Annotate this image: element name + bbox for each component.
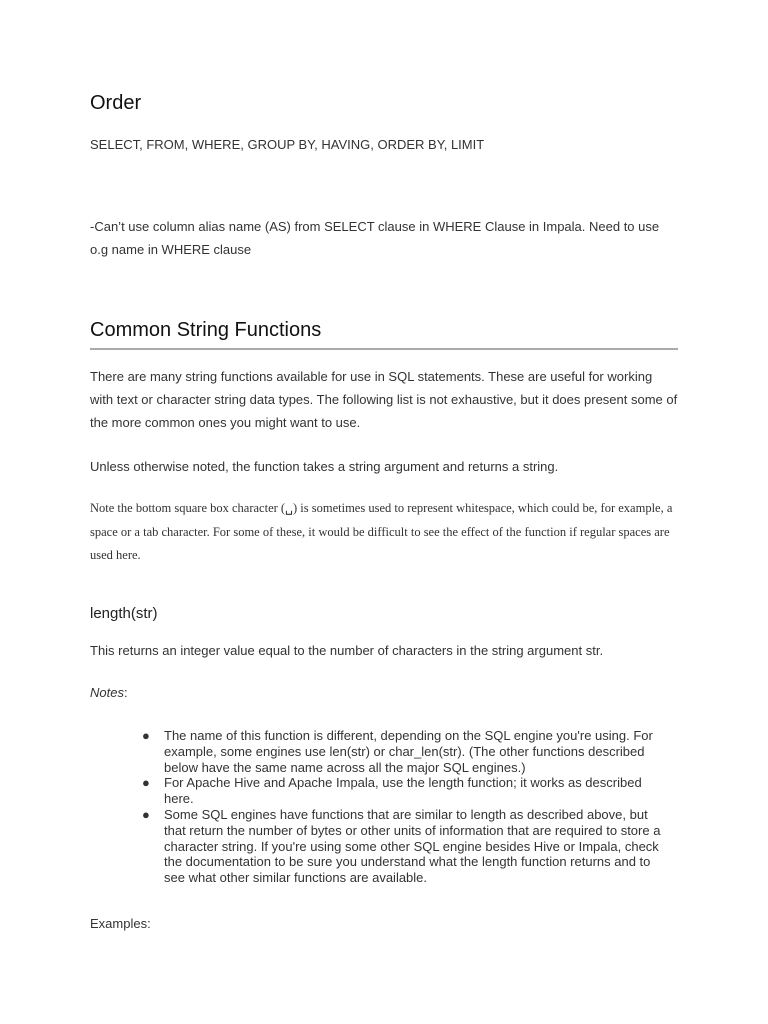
string-functions-intro: There are many string functions available for use in SQL statements. These are useful for working with text or character string data types. The following list is not exhaustive, but it does present some of the more common ones you might want to use. [90, 369, 678, 430]
list-item [142, 728, 672, 775]
impala-alias-note: -Can’t use column alias name (AS) from SELECT clause in WHERE Clause in Impala. Need to use o.g name in WHERE clause [90, 219, 660, 257]
list-item [142, 807, 672, 886]
bullet-icon: ● [142, 775, 150, 791]
length-function-heading: length(str) [90, 605, 158, 622]
notes-label [90, 681, 128, 704]
bullet-icon: ● [142, 728, 150, 743]
clause-order-text: SELECT, FROM, WHERE, GROUP BY, HAVING, ORDER BY, LIMIT [90, 137, 485, 152]
list-item [142, 775, 672, 807]
note-text: Some SQL engines have functions that are similar to length as described above, but that return the number of bytes or other units of information that are required to store a character string. If you're using some other SQL engine besides Hive or Impala, check the documentation to be sure you understand what the length function returns and to see what other similar functions are available. [164, 806, 661, 886]
whitespace-note: Note the bottom square box character (␣) is sometimes used to represent whitespace, which could be, for example, a space or a tab character. For some of these, it would be difficult to see the effect of the function if regular spaces are used here. [90, 501, 673, 562]
note-text: For Apache Hive and Apache Impala, use the length function; it works as described here. [164, 775, 642, 807]
notes-label-colon: : [123, 685, 128, 700]
note-text: The name of this function is different, depending on the SQL engine you're using. For example, some engines use len(str) or char_len(str). (The other functions described below have the same name across all the major SQL engines.) [164, 728, 653, 775]
notes-list [142, 728, 672, 886]
bullet-icon: ● [142, 806, 150, 822]
examples-label: Examples: [90, 916, 151, 931]
length-description: This returns an integer value equal to the number of characters in the string argument str. [90, 643, 604, 658]
order-heading: Order [90, 92, 142, 114]
default-behavior-note: Unless otherwise noted, the function takes a string argument and returns a string. [90, 459, 559, 474]
notes-label-text: Notes [90, 685, 124, 700]
string-functions-heading: Common String Functions [90, 319, 678, 350]
